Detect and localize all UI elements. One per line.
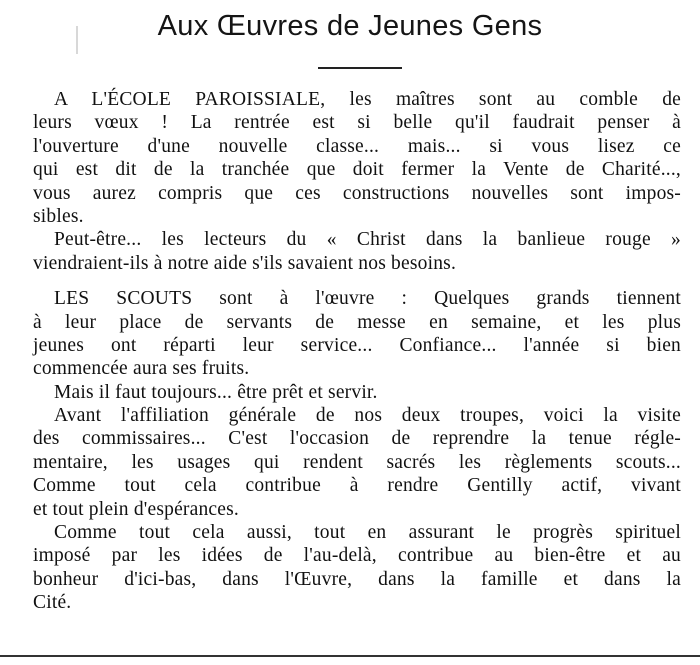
text-line: l'ouverture d'une nouvelle classe... mais... si vous lisez ce bbox=[33, 135, 681, 157]
paragraph-gap bbox=[33, 275, 681, 287]
text-line: commencée aura ses fruits. bbox=[33, 358, 250, 380]
text-line: mentaire, les usages qui rendent sacrés les règlements scouts... bbox=[33, 451, 681, 473]
text-line: qui est dit de la tranchée que doit fermer la Vente de Charité..., bbox=[33, 159, 681, 181]
text-line: viendraient-ils à notre aide s'ils savaient nos besoins. bbox=[33, 252, 457, 274]
text-line: Comme tout cela aussi, tout en assurant le progrès spirituel bbox=[54, 522, 681, 544]
text-line: Cité. bbox=[33, 592, 72, 614]
text-line: Avant l'affiliation générale de nos deux troupes, voici la visite bbox=[54, 405, 681, 427]
text-line: des commissaires... C'est l'occasion de reprendre la tenue régle- bbox=[33, 428, 681, 450]
title-separator bbox=[318, 67, 402, 69]
text-line: à leur place de servants de messe en semaine, et les plus bbox=[33, 311, 681, 333]
bottom-rule bbox=[0, 655, 700, 657]
text-line: leurs vœux ! La rentrée est si belle qu'il faudrait penser à bbox=[33, 112, 681, 134]
text-line: sibles. bbox=[33, 205, 84, 227]
article-body bbox=[33, 88, 681, 615]
text-line: bonheur d'ici-bas, dans l'Œuvre, dans la famille et dans la bbox=[33, 568, 681, 590]
text-line: Mais il faut toujours... être prêt et servir. bbox=[54, 381, 378, 403]
text-line: Comme tout cela contribue à rendre Gentilly actif, vivant bbox=[33, 475, 681, 497]
article-title: Aux Œuvres de Jeunes Gens bbox=[157, 10, 543, 42]
text-line: LES SCOUTS sont à l'œuvre : Quelques grands tiennent bbox=[54, 288, 681, 310]
text-line: imposé par les idées de l'au-delà, contribue au bien-être et au bbox=[33, 545, 681, 567]
text-line: vous aurez compris que ces constructions nouvelles sont impos- bbox=[33, 182, 681, 204]
text-line: jeunes ont réparti leur service... Confiance... l'année si bien bbox=[33, 334, 681, 356]
text-line: A L'ÉCOLE PAROISSIALE, les maîtres sont au comble de bbox=[54, 89, 681, 110]
text-line: et tout plein d'espérances. bbox=[33, 498, 240, 520]
text-line: Peut-être... les lecteurs du « Christ dans la banlieue rouge » bbox=[54, 229, 681, 251]
